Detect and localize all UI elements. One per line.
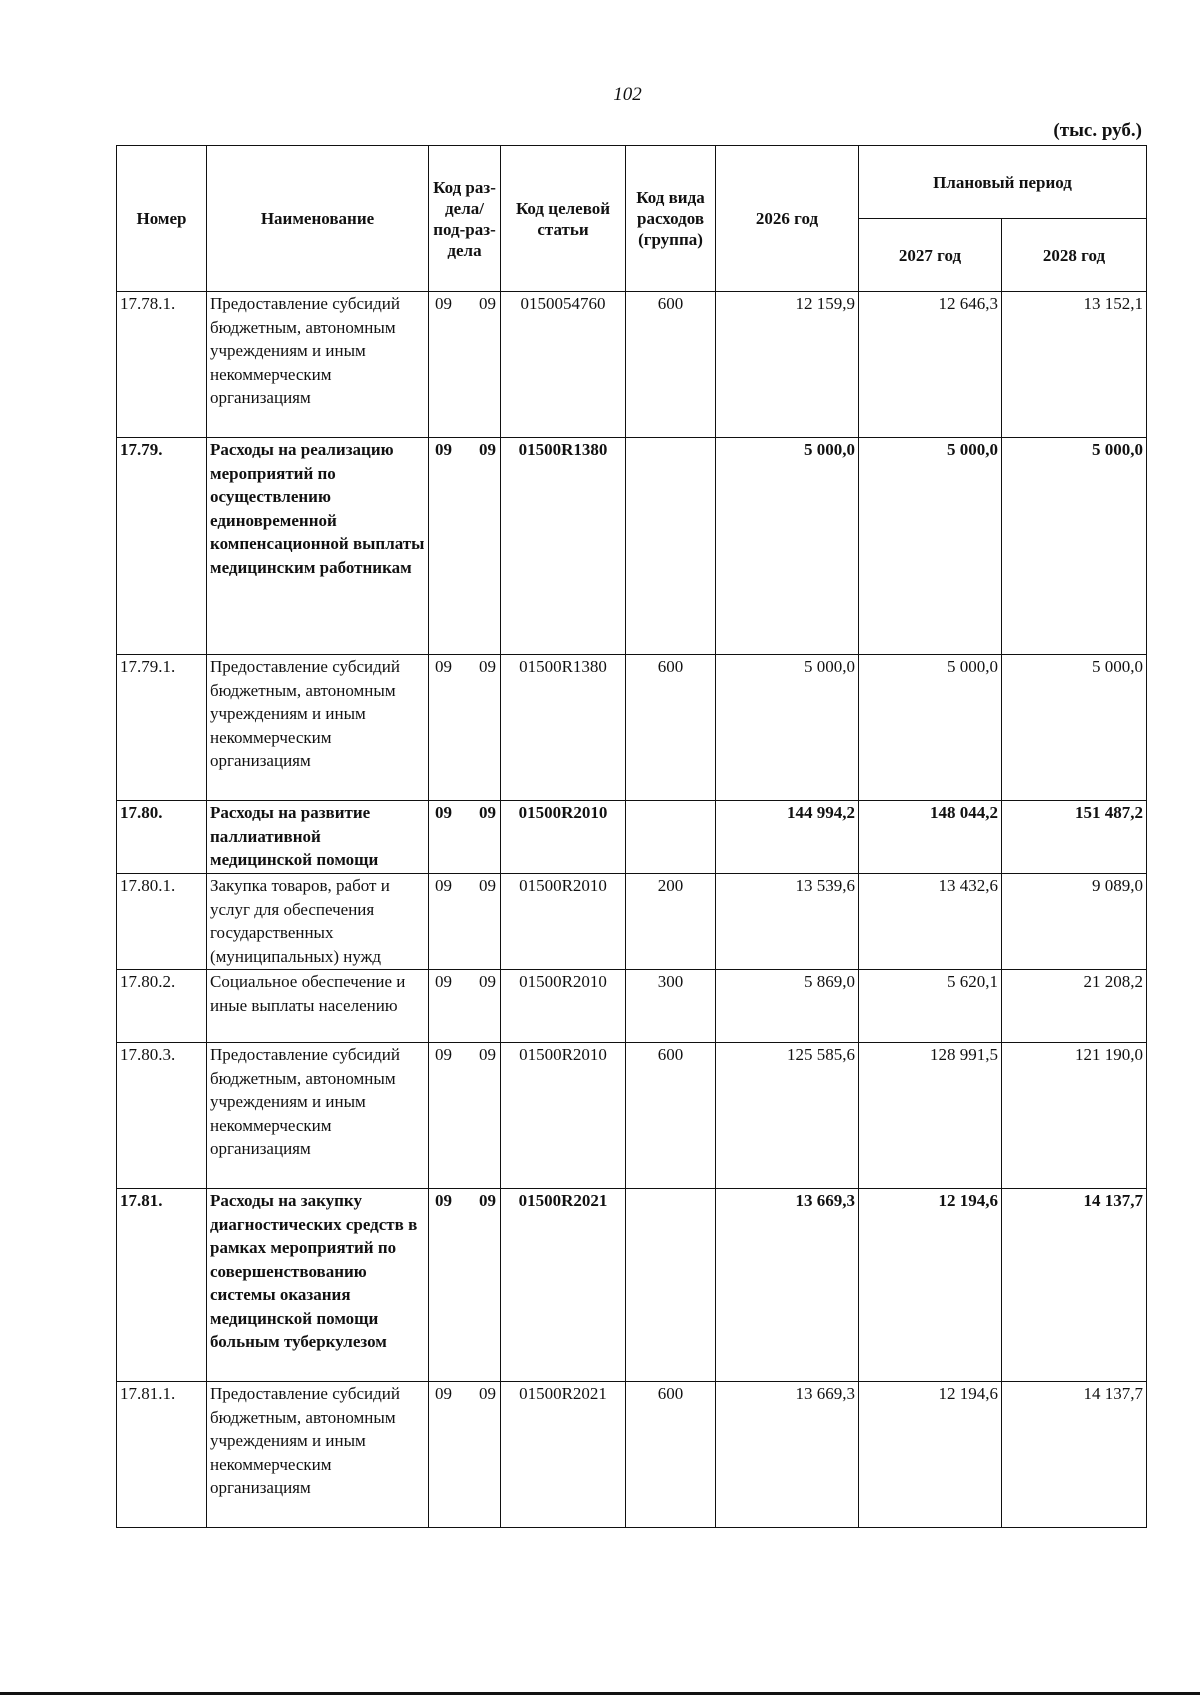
row-section-code: [429, 970, 501, 1043]
row-number: 17.79.: [117, 438, 207, 655]
row-amount-2026: 5 000,0: [716, 438, 859, 655]
row-amount-2026: 5 869,0: [716, 970, 859, 1043]
row-target-code: 01500R2010: [501, 1043, 626, 1189]
row-amount-2028: 9 089,0: [1002, 874, 1147, 970]
header-expense-type: Код вида расходов (группа): [626, 146, 716, 292]
row-expense-type: 600: [626, 1043, 716, 1189]
row-amount-2026: 125 585,6: [716, 1043, 859, 1189]
table-header: [117, 146, 1147, 292]
header-2026: 2026 год: [716, 146, 859, 292]
budget-table: [116, 145, 1147, 1528]
row-amount-2028: 13 152,1: [1002, 292, 1147, 438]
subsection-code: 09: [479, 1384, 496, 1403]
row-section-code: [429, 1043, 501, 1189]
subsection-code: 09: [479, 876, 496, 895]
row-amount-2028: 151 487,2: [1002, 801, 1147, 874]
section-code: 09: [435, 876, 452, 895]
header-2027: 2027 год: [859, 219, 1002, 292]
row-expense-type: [626, 438, 716, 655]
row-target-code: 01500R1380: [501, 438, 626, 655]
header-target-code: Код целевой статьи: [501, 146, 626, 292]
row-amount-2028: 21 208,2: [1002, 970, 1147, 1043]
row-name: Социальное обеспечение и иные выплаты населению: [207, 970, 429, 1043]
header-name: Наименование: [207, 146, 429, 292]
subsection-code: 09: [479, 440, 496, 459]
row-amount-2027: 148 044,2: [859, 801, 1002, 874]
table-row: [117, 438, 1147, 655]
row-amount-2026: 13 539,6: [716, 874, 859, 970]
header-2028: 2028 год: [1002, 219, 1147, 292]
row-amount-2026: 144 994,2: [716, 801, 859, 874]
row-section-code: [429, 801, 501, 874]
row-target-code: 01500R2010: [501, 970, 626, 1043]
row-section-code: [429, 1382, 501, 1528]
row-expense-type: [626, 1189, 716, 1382]
row-section-code: [429, 292, 501, 438]
row-amount-2028: 14 137,7: [1002, 1189, 1147, 1382]
section-code: 09: [435, 1045, 452, 1064]
row-section-code: [429, 1189, 501, 1382]
table-row: [117, 655, 1147, 801]
row-amount-2028: 14 137,7: [1002, 1382, 1147, 1528]
row-target-code: 01500R2021: [501, 1189, 626, 1382]
row-expense-type: 300: [626, 970, 716, 1043]
section-code: 09: [435, 294, 452, 313]
row-amount-2028: 121 190,0: [1002, 1043, 1147, 1189]
row-amount-2027: 12 194,6: [859, 1189, 1002, 1382]
header-plan-period: Плановый период: [859, 146, 1147, 219]
row-expense-type: 600: [626, 655, 716, 801]
row-amount-2028: 5 000,0: [1002, 655, 1147, 801]
section-code: 09: [435, 440, 452, 459]
row-section-code: [429, 874, 501, 970]
row-expense-type: 600: [626, 1382, 716, 1528]
row-amount-2027: 5 620,1: [859, 970, 1002, 1043]
row-target-code: 0150054760: [501, 292, 626, 438]
subsection-code: 09: [479, 657, 496, 676]
section-code: 09: [435, 972, 452, 991]
row-name: Расходы на развитие паллиативной медицинской помощи: [207, 801, 429, 874]
row-number: 17.80.: [117, 801, 207, 874]
row-name: Предоставление субсидий бюджетным, автономным учреждениям и иным некоммерческим организациям: [207, 1043, 429, 1189]
table-row: [117, 1043, 1147, 1189]
table-body: [117, 292, 1147, 1528]
row-target-code: 01500R2010: [501, 874, 626, 970]
table-row: [117, 1189, 1147, 1382]
table-row: [117, 1382, 1147, 1528]
subsection-code: 09: [479, 1191, 496, 1210]
row-amount-2027: 13 432,6: [859, 874, 1002, 970]
row-name: Закупка товаров, работ и услуг для обеспечения государственных (муниципальных) нужд: [207, 874, 429, 970]
row-target-code: 01500R2021: [501, 1382, 626, 1528]
units-label: (тыс. руб.): [1053, 120, 1142, 141]
table-row: [117, 970, 1147, 1043]
row-number: 17.80.2.: [117, 970, 207, 1043]
row-amount-2027: 12 194,6: [859, 1382, 1002, 1528]
row-number: 17.80.3.: [117, 1043, 207, 1189]
row-amount-2026: 12 159,9: [716, 292, 859, 438]
row-amount-2027: 128 991,5: [859, 1043, 1002, 1189]
row-number: 17.81.1.: [117, 1382, 207, 1528]
table-row: [117, 801, 1147, 874]
header-section-code: Код раз-дела/ под-раз-дела: [429, 146, 501, 292]
row-section-code: [429, 655, 501, 801]
row-target-code: 01500R2010: [501, 801, 626, 874]
subsection-code: 09: [479, 294, 496, 313]
row-amount-2027: 5 000,0: [859, 438, 1002, 655]
row-expense-type: 200: [626, 874, 716, 970]
subsection-code: 09: [479, 1045, 496, 1064]
page-number: 102: [613, 84, 642, 105]
row-number: 17.80.1.: [117, 874, 207, 970]
row-name: Предоставление субсидий бюджетным, автономным учреждениям и иным некоммерческим организациям: [207, 655, 429, 801]
row-section-code: [429, 438, 501, 655]
row-name: Расходы на закупку диагностических средств в рамках мероприятий по совершенствованию системы оказания медицинской помощи больным туберкулезом: [207, 1189, 429, 1382]
row-number: 17.78.1.: [117, 292, 207, 438]
table-row: [117, 292, 1147, 438]
section-code: 09: [435, 803, 452, 822]
section-code: 09: [435, 657, 452, 676]
row-amount-2027: 5 000,0: [859, 655, 1002, 801]
row-number: 17.81.: [117, 1189, 207, 1382]
row-amount-2027: 12 646,3: [859, 292, 1002, 438]
row-amount-2026: 13 669,3: [716, 1189, 859, 1382]
row-amount-2028: 5 000,0: [1002, 438, 1147, 655]
row-name: Предоставление субсидий бюджетным, автономным учреждениям и иным некоммерческим организациям: [207, 1382, 429, 1528]
row-amount-2026: 13 669,3: [716, 1382, 859, 1528]
row-name: Предоставление субсидий бюджетным, автономным учреждениям и иным некоммерческим организациям: [207, 292, 429, 438]
row-expense-type: [626, 801, 716, 874]
subsection-code: 09: [479, 972, 496, 991]
section-code: 09: [435, 1191, 452, 1210]
header-number: Номер: [117, 146, 207, 292]
row-target-code: 01500R1380: [501, 655, 626, 801]
section-code: 09: [435, 1384, 452, 1403]
row-number: 17.79.1.: [117, 655, 207, 801]
table-row: [117, 874, 1147, 970]
row-name: Расходы на реализацию мероприятий по осуществлению единовременной компенсационной выплаты медицинским работникам: [207, 438, 429, 655]
row-expense-type: 600: [626, 292, 716, 438]
subsection-code: 09: [479, 803, 496, 822]
row-amount-2026: 5 000,0: [716, 655, 859, 801]
